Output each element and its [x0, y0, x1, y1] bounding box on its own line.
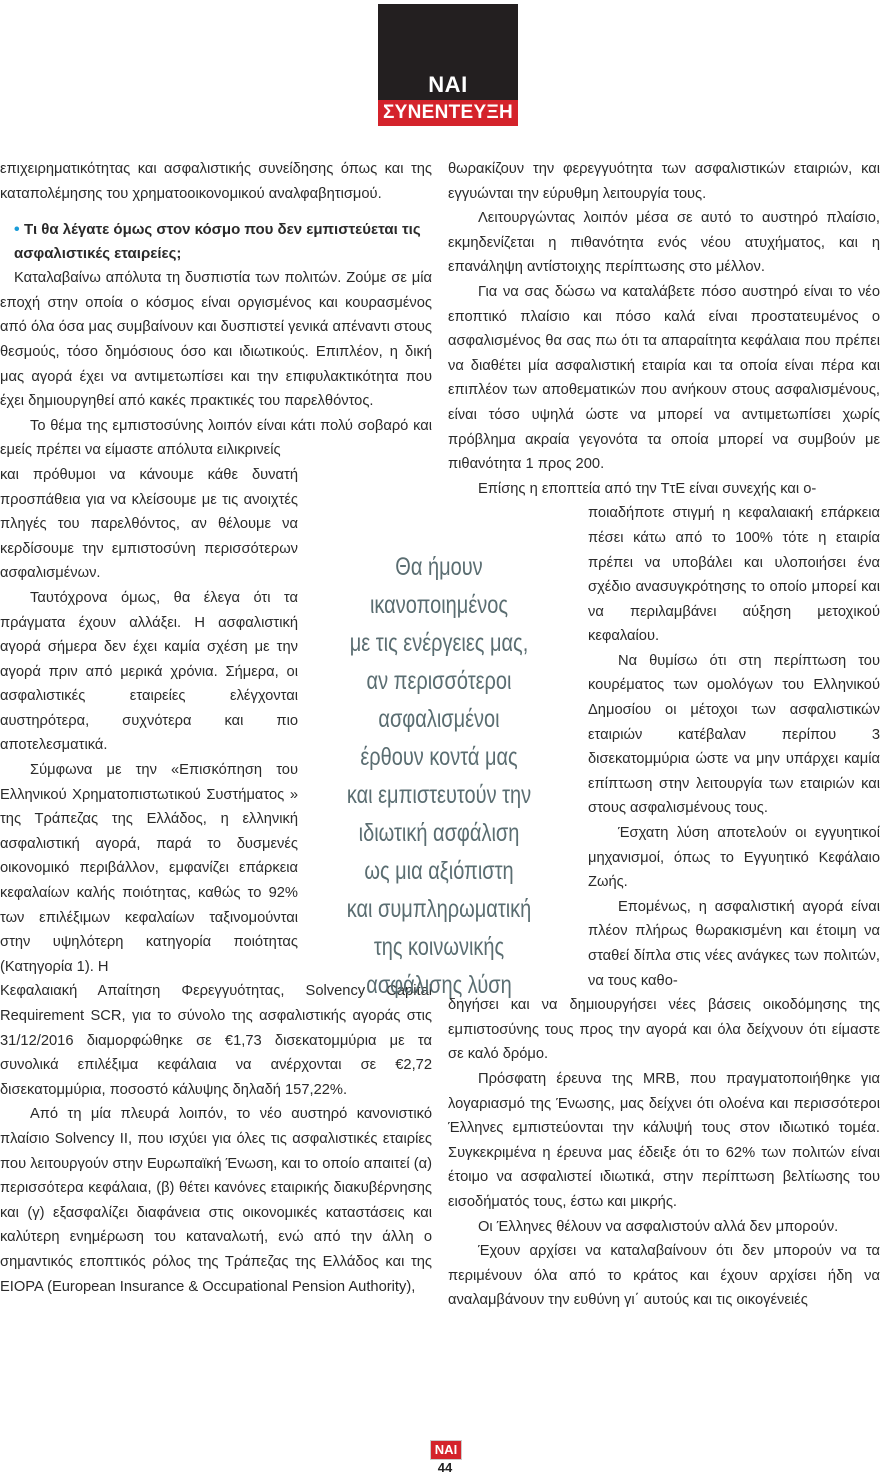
- pull-quote-line: με τις ενέργειες μας,: [349, 629, 529, 657]
- paragraph: Από τη μία πλευρά λοιπόν, το νέο αυστηρό κανονιστικό πλαίσιο Solvency II, που ισχύει για όλες τις ασφαλιστικές εταιρίες που λειτουργούν στην Ευρωπαϊκή Ένωση, και το οποίο απαιτεί (α) περισσότερα κεφάλαια, (β) θέτει κανόνες εταιρικής διακυβέρνησης και (γ) εξασφαλίζει διαφάνεια στις οικονομικές καταστάσεις και καλύτερη ενημέρωση του καταναλωτή, ενώ από την άλλη ο σημαντικός εποπτικός ρόλος της Τράπεζας της Ελλάδος και της EIOPA (European Insurance & Occupational Pension Authority),: [0, 1106, 432, 1295]
- paragraph: ποιαδήποτε στιγμή η κεφαλαιακή επάρκεια πέσει κάτω από το 100% τότε η εταιρία πρέπει να υποβάλει και υλοποιήσει ένα σχέδιο ανασυγκρότησης το οποίο μπορεί και να περιλαμβάνει αύξηση μετοχικού κεφαλαίου.: [588, 505, 880, 645]
- paragraph: Σύμφωνα με την «Επισκόπηση του Ελληνικού Χρηματοπιστωτικού Συστήματος » της Τράπεζας της Ελλάδος, η ελληνική ασφαλιστική αγορά, παρά το δυσμενές οικονομικό περιβάλλον, εμφανίζει επάρκεια κεφαλαίων καλής ποιότητας, καθώς το 92% των επιλέξιμων κεφαλαίων ταξινομούνται στην υψηλότερη κατηγορία ποιότητας (Κατηγορία 1). Η: [0, 762, 298, 975]
- pull-quote-line: και συμπληρωματική: [346, 895, 532, 923]
- paragraph: Λειτουργώντας λοιπόν μέσα σε αυτό το αυστηρό πλαίσιο, εκμηδενίζεται η πιθανότητα ενός νέου ατυχήματος, και η επανάληψη αντίστοιχης περίπτωσης στο μέλλον.: [448, 210, 880, 276]
- paragraph: Έσχατη λύση αποτελούν οι εγγυητικοί μηχανισμοί, όπως το Εγγυητικό Κεφάλαιο Ζωής.: [588, 825, 880, 891]
- badge-title: ΝΑΙ: [428, 72, 468, 97]
- pull-quote-line: αν περισσότεροι: [366, 667, 512, 695]
- paragraph: Να θυμίσω ότι στη περίπτωση του κουρέματος των ομολόγων του Ελληνικού Δημοσίου οι μέτοχοι των ασφαλιστικών εταιριών κατέβαλαν περίπου 3 δισεκατομμύρια ώστε να μην υπάρχει καμία επίπτωση στην λειτουργία των εταιριών και στους ασφαλισμένους τους.: [588, 652, 880, 817]
- page-number: 44: [437, 1460, 453, 1475]
- paragraph: Έχουν αρχίσει να καταλαβαίνουν ότι δεν μπορούν να τα περιμένουν όλα από το κράτος και έχουν αρχίσει ήδη να αναλαμβάνουν την ευθύνη γι΄ αυτούς και τις οικογένειές: [448, 1243, 880, 1309]
- paragraph: δηγήσει και να δημιουργήσει νέες βάσεις οικοδόμησης της εμπιστοσύνης τους προς την αγορά και όλα δείχνουν ότι είμαστε σε καλό δρόμο.: [448, 997, 880, 1063]
- pull-quote-line: της κοινωνικής: [373, 933, 505, 961]
- question-text: Τι θα λέγατε όμως στον κόσμο που δεν εμπιστεύεται τις ασφαλιστικές εταιρείες;: [14, 221, 421, 263]
- magazine-logo: ΝΑΙ: [430, 1440, 462, 1460]
- badge-section-label: ΣΥΝΕΝΤΕΥΞΗ: [378, 100, 518, 126]
- pull-quote-line: Θα ήμουν: [395, 553, 483, 581]
- paragraph: Πρόσφατη έρευνα της MRB, που πραγματοποιήθηκε για λογαριασμό της Ένωσης, μας δείχνει ότι ολοένα και περισσότεροι Έλληνες εμπιστεύονται την κάλυψή τους στον ιδιωτικό τομέα. Συγκεκριμένα η έρευνα μας έδειξε ότι το 62% των πολιτών είναι έτοιμο να ασφαλιστεί ιδιωτικά, στην περίπτωση βελτίωσης του εισοδήματός τους, έστω και μικρής.: [448, 1070, 880, 1210]
- paragraph: Ταυτόχρονα όμως, θα έλεγα ότι τα πράγματα έχουν αλλάξει. Η ασφαλιστική αγορά σήμερα δεν έχει καμία σχέση με την αγορά πριν από μερικά χρόνια. Σήμερα, οι ασφαλιστικές εταιρείες ελέγχονται αυστηρότερα, συχνότερα και πιο αποτελεσματικά.: [0, 589, 298, 754]
- paragraph: θωρακίζουν την φερεγγυότητα των ασφαλιστικών εταιριών, και εγγυώνται την εύρυθμη λειτουργία τους.: [448, 161, 880, 202]
- pull-quote-line: ασφαλισμένοι: [378, 705, 500, 733]
- paragraph: Επίσης η εποπτεία από την ΤτΕ είναι συνεχής και ο-: [478, 480, 817, 497]
- wrapped-text-block: [588, 501, 880, 993]
- pull-quote-line: και εμπιστευτούν την: [346, 781, 532, 809]
- paragraph: Επομένως, η ασφαλιστική αγορά είναι πλέον πλήρως θωρακισμένη και έτοιμη να σταθεί δίπλα στις νέες ανάγκες των πολιτών, να τους καθο-: [588, 898, 880, 989]
- pull-quote-line: ιδιωτική ασφάλιση: [358, 819, 520, 847]
- right-column: [448, 157, 880, 1313]
- paragraph: και πρόθυμοι να κάνουμε κάθε δυνατή προσπάθεια για να κλείσουμε με τις ανοιχτές πληγές του παρελθόντος, αν θέλουμε να κερδίσουμε την εμπιστοσύνη περισσότερων ασφαλισμένων.: [0, 466, 298, 582]
- paragraph: Οι Έλληνες θέλουν να ασφαλιστούν αλλά δεν μπορούν.: [478, 1218, 839, 1235]
- paragraph: Κεφαλαιακή Απαίτηση Φερεγγυότητας, Solvency Capital Requirement SCR, για το σύνολο της ασφαλιστικής αγοράς στις 31/12/2016 διαμορφώθηκε σε €1,73 δισεκατομμύρια με τα συνολικά επιλέξιμα κεφάλαια να ανέρχονται σε €2,72 δισεκατομμύρια, ποσοστό κάλυψης δηλαδή 157,22%.: [0, 983, 432, 1098]
- paragraph: Για να σας δώσω να καταλάβετε πόσο αυστηρό είναι το νέο εποπτικό πλαίσιο και πόσο καλά είναι προστατευμένος ο ασφαλισμένος θα σας πω ότι τα απαραίτητα κεφάλαια που πρέπει να διαθέτει μία ασφαλιστική εταιρία και τα οποία είναι πέρα και επιπλέον των αποθεματικών που ανήκουν στους ασφαλισμένους, είναι τόσο υψηλά ώστε να μπορεί να αντιμετωπίσει χωρίς πρόβλημα ακραία γεγονότα τα οποία μπορεί να συμβούν με πιθανότητα 1 προς 200.: [448, 283, 880, 473]
- pull-quote-line: ως μια αξιόπιστη: [364, 857, 514, 885]
- interview-question: [0, 218, 432, 266]
- section-badge: [378, 4, 518, 126]
- pull-quote-line: έρθουν κοντά μας: [360, 743, 518, 771]
- paragraph: Το θέμα της εμπιστοσύνης λοιπόν είναι κάτι πολύ σοβαρό και εμείς πρέπει να είμαστε απόλυτα ειλικρινείς: [0, 417, 432, 459]
- pull-quote-line: ασφάλισης λύση: [366, 971, 512, 999]
- wrapped-text-block: [0, 463, 298, 979]
- paragraph: επιχειρηματικότητας και ασφαλιστικής συνείδησης όπως και της καταπολέμησης του χρηματοοικονομικού αναλφαβητισμού.: [0, 161, 432, 202]
- bullet-icon: •: [14, 221, 25, 239]
- paragraph: Καταλαβαίνω απόλυτα τη δυσπιστία των πολιτών. Ζούμε σε μία εποχή στην οποία ο κόσμος είναι οργισμένος και κουρασμένος από όλα όσα μας συμβαίνουν και δυσπιστεί γενικά απέναντι στους θεσμούς, τόσο δημόσιους όσο και ιδιωτικούς. Επιπλέον, η δική μας αγορά έχει να αντιμετωπίσει και την επιφυλακτικότητα που έχει δημιουργηθεί από κακές πρακτικές του παρελθόντος.: [0, 270, 432, 410]
- pull-quote-line: ικανοποιημένος: [369, 591, 508, 619]
